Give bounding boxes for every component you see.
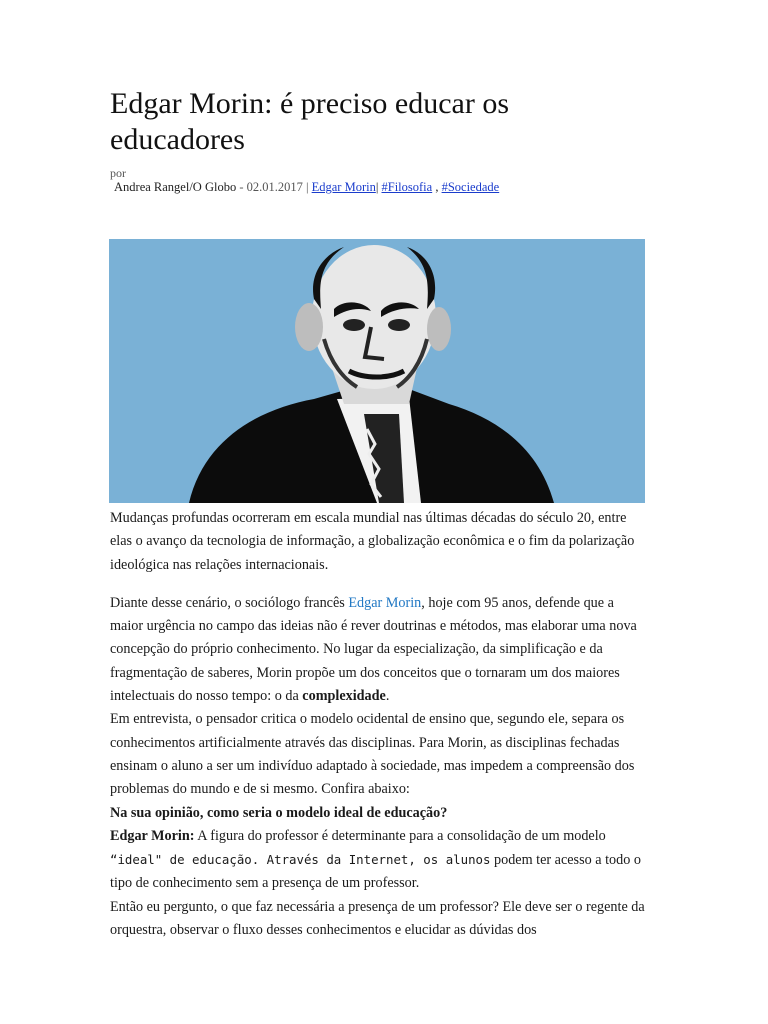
tag-link-edgar-morin[interactable]: Edgar Morin [311,180,376,194]
bold-term: complexidade [302,688,386,705]
question [110,802,650,825]
byline [114,180,499,195]
author: Andrea Rangel/O Globo [114,180,237,194]
tag-link-sociedade[interactable]: #Sociedade [441,180,500,194]
edgar-morin-link[interactable]: Edgar Morin [348,594,422,611]
text-run: . [385,688,390,705]
tag-separator: , [432,180,442,194]
portrait-illustration [109,239,645,503]
text-run: Diante desse cenário, o sociólogo francês [110,594,349,611]
paragraph: Mudanças profundas ocorreram em escala mundial nas últimas décadas do século 20, entre elas o avanço da tecnologia de informação, a globalização econômica e o fim da polarização ideológica nas relações internacionais. [110,510,635,573]
portrait-photo [109,239,645,503]
by-prefix: por [110,166,126,180]
answer-label: Edgar Morin: [110,827,195,844]
tag-separator: | [375,180,379,194]
question-text: Na sua opinião, como seria o modelo ideal de educação? [110,804,448,821]
tag-link-filosofia[interactable]: #Filosofia [381,180,433,194]
text-run: “ideal" de educação. Através da Internet, os alunos [110,852,491,868]
paragraph: Em entrevista, o pensador critica o modelo ocidental de ensino que, segundo ele, separa os conhecimentos artificialmente através das disciplinas. Para Morin, as disciplinas fechadas ensinam o aluno a ser um indivíduo adaptado à sociedade, mas impedem a compreensão dos problemas do mundo e de si mesmo. Confira abaixo: [110,711,635,798]
article-title: Edgar Morin: é preciso educar os educadores [110,87,510,156]
text-run: , hoje com 95 anos, defende que a maior urgência no campo das ideias não é rever doutrinas e métodos, mas elaborar uma nova concepção do próprio conhecimento. No lugar da especialização, da simplificação e da fragmentação de saberes, Morin propõe um dos conceitos que o tornaram um dos maiores intelectuais do nosso tempo: o da [110,594,637,705]
text-run: podem ter acesso a todo o tipo de conhecimento sem a presença de um professor. [110,852,641,892]
answer [110,825,650,896]
publish-date: - 02.01.2017 | [236,180,312,194]
text-run: A figura do professor é determinante para a consolidação de um modelo [194,827,606,844]
paragraph: Então eu pergunto, o que faz necessária a presença de um professor? Ele deve ser o regente da orquestra, observar o fluxo desses conhecimentos e elucidar as dúvidas dos [110,898,645,939]
paragraph [110,592,650,708]
article-body [110,507,650,942]
